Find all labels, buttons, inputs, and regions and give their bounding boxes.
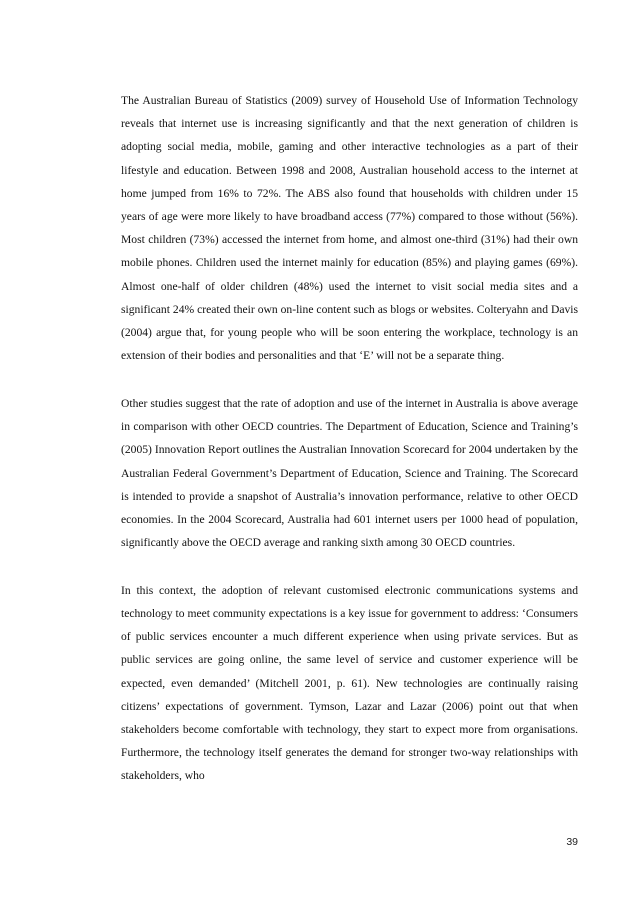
paragraph-abs-survey: The Australian Bureau of Statistics (2009) survey of Household Use of Information Technology reveals that internet use is increasing significantly and that the next generation of children is adopting social media, mobile, gaming and other interactive technologies as a part of their lifestyle and education. Between 1998 and 2008, Australian household access to the internet at home jumped from 16% to 72%. The ABS also found that households with children under 15 years of age were more likely to have broadband access (77%) compared to those without (56%). Most children (73%) accessed the internet from home, and almost one-third (31%) had their own mobile phones. Children used the internet mainly for education (85%) and playing games (69%). Almost one-half of older children (48%) used the internet to visit social media sites and a significant 24% created their own on-line content such as blogs or websites. Colteryahn and Davis (2004) argue that, for young people who will be soon entering the workplace, technology is an extension of their bodies and personalities and that ‘E’ will not be a separate thing. <box>121 94 578 363</box>
paragraph-oecd-comparison: Other studies suggest that the rate of adoption and use of the internet in Australia is above average in comparison with other OECD countries. The Department of Education, Science and Training’s (2005) Innovation Report outlines the Australian Innovation Scorecard for 2004 undertaken by the Australian Federal Government’s Department of Education, Science and Training. The Scorecard is intended to provide a snapshot of Australia’s innovation performance, relative to other OECD economies. In the 2004 Scorecard, Australia had 601 internet users per 1000 head of population, significantly above the OECD average and ranking sixth among 30 OECD countries. <box>121 396 578 550</box>
body-text <box>121 89 578 812</box>
page-number: 39 <box>566 836 578 848</box>
paragraph-government-expectations: In this context, the adoption of relevant customised electronic communications systems and technology to meet community expectations is a key issue for government to address: ‘Consumers of public services encounter a much different experience when using private services. But as public services are going online, the same level of service and customer experience will be expected, even demanded’ (Mitchell 2001, p. 61). New technologies are continually raising citizens’ expectations of government. Tymson, Lazar and Lazar (2006) point out that when stakeholders become comfortable with technology, they start to expect more from organisations. Furthermore, the technology itself generates the demand for stronger two-way relationships with stakeholders, who <box>121 583 578 783</box>
